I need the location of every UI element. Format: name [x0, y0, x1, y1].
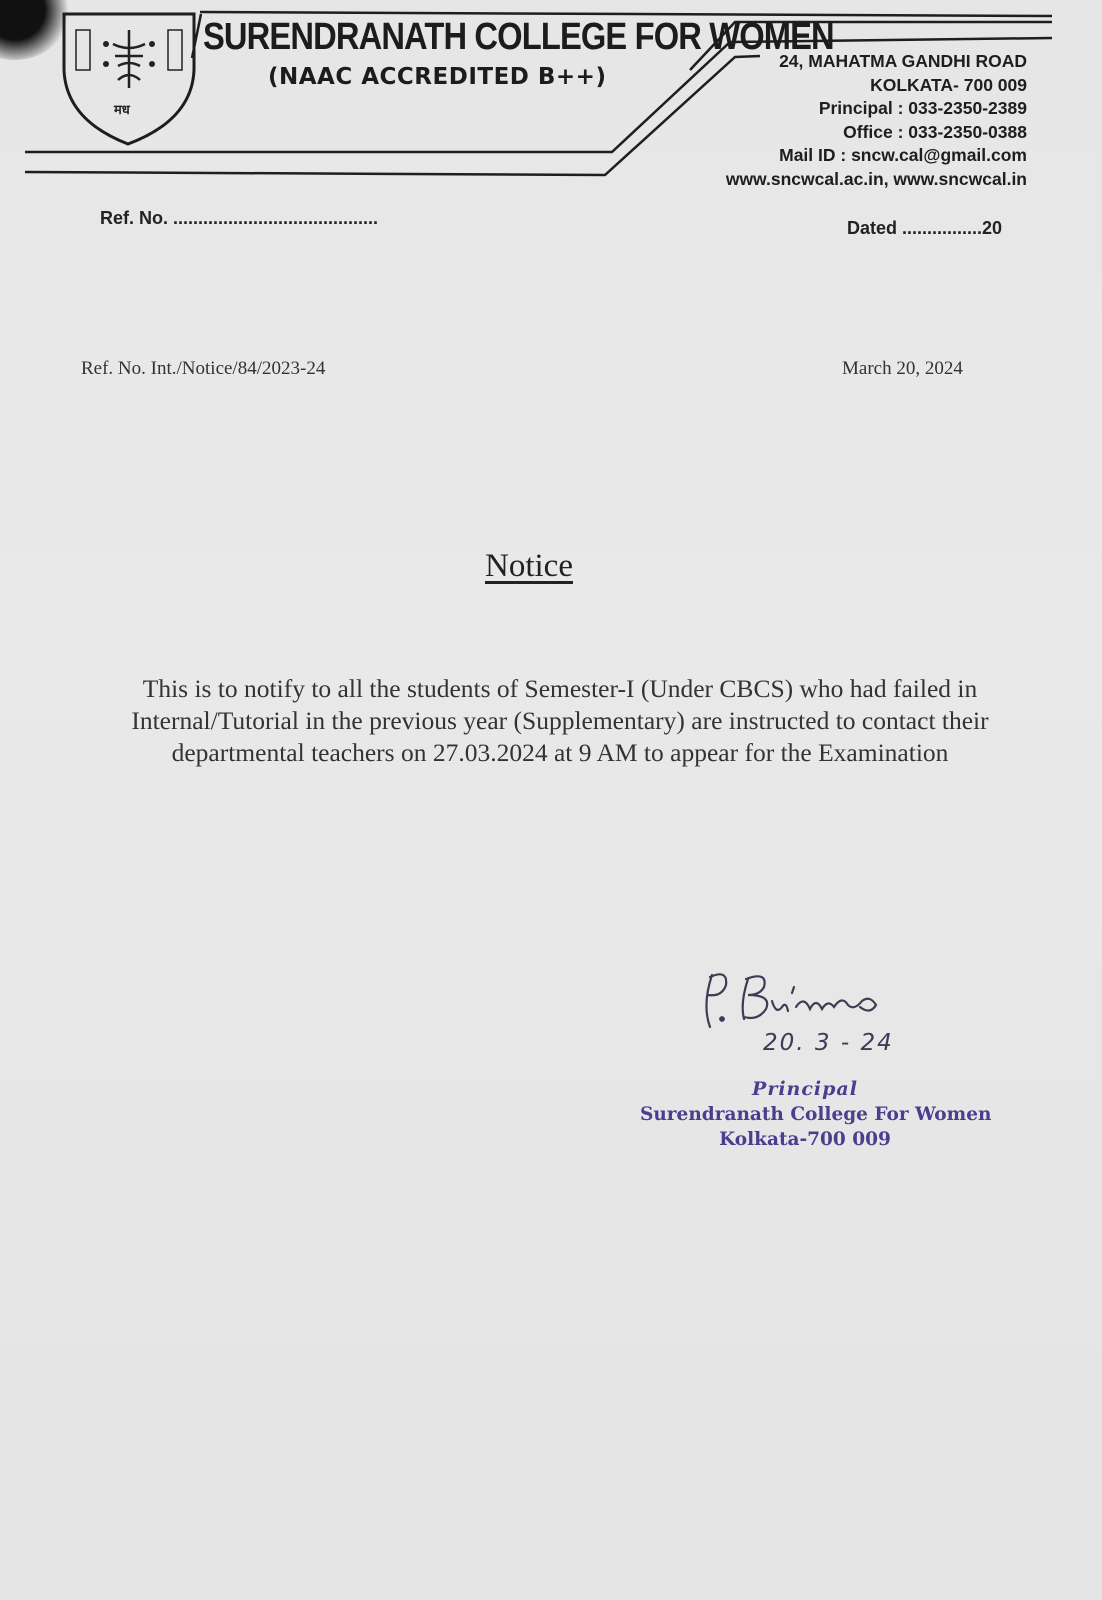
college-logo-icon [64, 14, 194, 144]
accreditation-text: (NAAC ACCREDITED B++) [268, 64, 607, 90]
notice-title: Notice [485, 548, 573, 584]
mail-id: Mail ID : sncw.cal@gmail.com [779, 145, 1027, 165]
principal-signature [700, 965, 910, 1035]
signature-date: 20. 3 - 24 [763, 1030, 894, 1056]
logo-motto: मध [114, 103, 130, 118]
notice-body-line: Internal/Tutorial in the previous year (Supplementary) are instructed to contact their [131, 706, 989, 735]
notice-body-line: departmental teachers on 27.03.2024 at 9 AM to appear for the Examination [171, 738, 949, 767]
stamp-city: Kolkata-700 009 [719, 1129, 891, 1150]
principal-phone: Principal : 033-2350-2389 [818, 98, 1027, 118]
notice-date: March 20, 2024 [842, 358, 963, 379]
address-line2: KOLKATA- 700 009 [870, 74, 1027, 95]
dated-printed-label: Dated ................20 [847, 218, 1003, 238]
websites: www.sncwcal.ac.in, www.sncwcal.in [725, 168, 1027, 189]
notice-body-line: This is to notify to all the students of Semester-I (Under CBCS) who had failed in [142, 674, 978, 703]
office-phone: Office : 033-2350-0388 [843, 121, 1027, 142]
address-line1: 24, MAHATMA GANDHI ROAD [779, 51, 1027, 71]
stamp-college: Surendranath College For Women [640, 1104, 992, 1125]
principal-stamp [640, 1077, 992, 1152]
reference-number: Ref. No. Int./Notice/84/2023-24 [81, 358, 326, 379]
ref-no-printed-label: Ref. No. ......................................... [100, 208, 379, 228]
stamp-title: Principal [752, 1078, 858, 1100]
notice-body [60, 673, 1060, 769]
college-name: SURENDRANATH COLLEGE FOR WOMEN [203, 16, 834, 58]
contact-block [726, 50, 1027, 191]
